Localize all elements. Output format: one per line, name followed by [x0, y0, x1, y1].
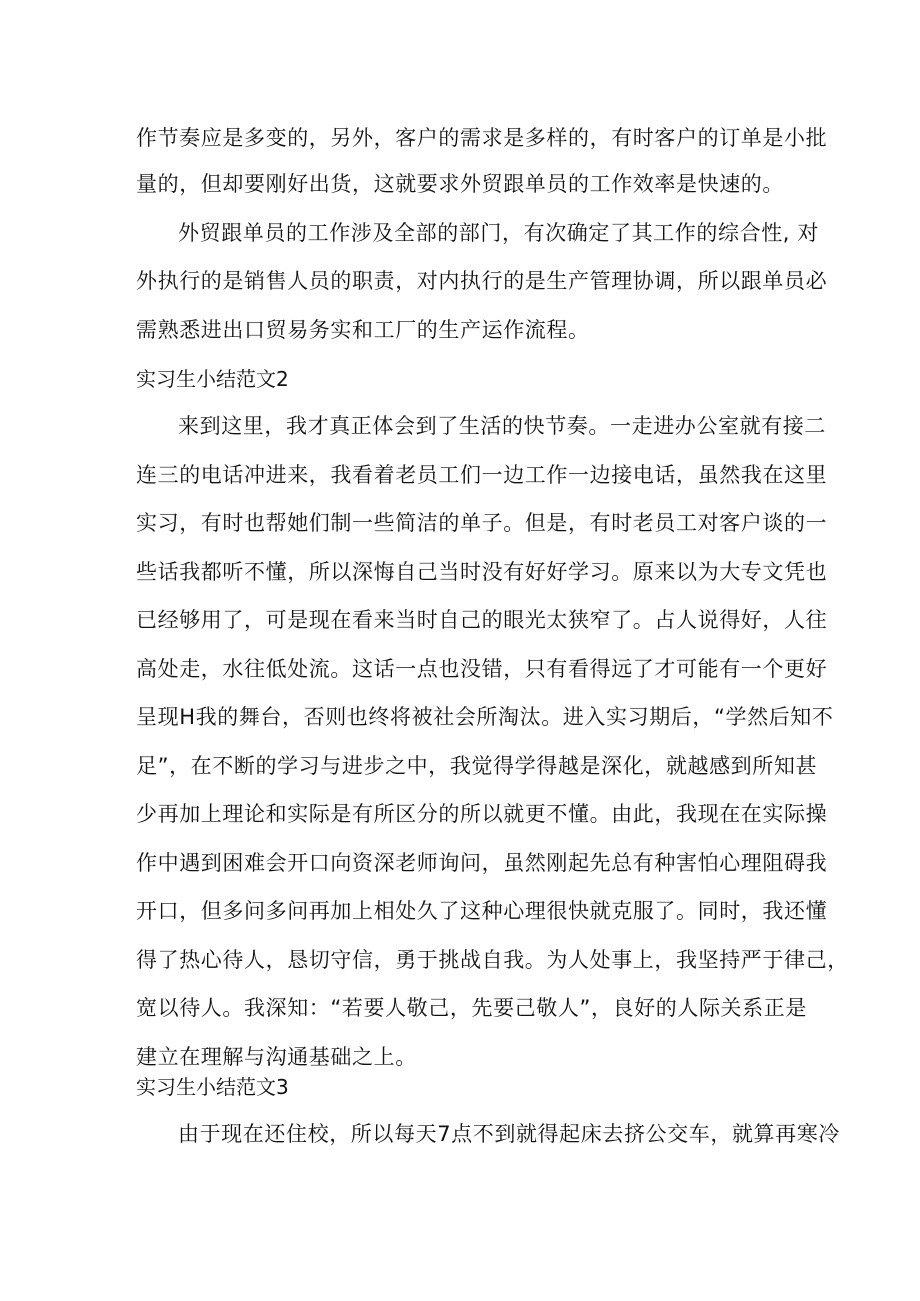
- paragraph-line: 外执行的是销售人员的职责，对内执行的是生产管理协调，所以跟单员必: [136, 269, 828, 293]
- paragraph-line: 足”，在不断的学习与进步之中，我觉得学得越是深化，就越感到所知甚: [136, 754, 818, 778]
- paragraph-line: 外贸跟单员的工作涉及全部的部门，有次确定了其工作的综合性, 对: [178, 221, 819, 245]
- paragraph-line: 呈现H我的舞台，否则也终将被社会所淘汰。进入实习期后，“学然后知不: [136, 705, 834, 729]
- paragraph-line: 建立在理解与沟通基础之上。: [136, 1045, 417, 1069]
- paragraph-line: 少再加上理论和实际是有所区分的所以就更不懂。由此，我现在在实际操: [136, 802, 828, 826]
- paragraph-line: 高处走，水往低处流。这话一点也没错，只有看得远了才可能有一个更好: [136, 657, 828, 681]
- paragraph-line: 作节奏应是多变的，另外，客户的需求是多样的，有时客户的订单是小批: [136, 126, 828, 150]
- paragraph-line: 连三的电话冲进来，我看着老员工们一边工作一边接电话，虽然我在这里: [136, 463, 828, 487]
- paragraph-line: 由于现在还住校，所以每天7点不到就得起床去挤公交车，就算再寒冷: [178, 1122, 840, 1146]
- paragraph-line: 量的，但却要刚好出货，这就要求外贸跟单员的工作效率是快速的。: [136, 172, 784, 196]
- paragraph-line: 来到这里，我才真正体会到了生活的快节奏。一走进办公室就有接二: [178, 414, 826, 438]
- paragraph-line: 实习，有时也帮她们制一些简洁的单子。但是，有时老员工对客户谈的一: [136, 511, 828, 535]
- section-heading-2: 实习生小结范文2: [136, 367, 289, 391]
- paragraph-line: 需熟悉进出口贸易务实和工厂的生产运作流程。: [136, 318, 590, 342]
- paragraph-line: 宽以待人。我深知：“若要人敬己，先要己敬人”，良好的人际关系正是: [136, 996, 807, 1020]
- paragraph-line: 已经够用了，可是现在看来当时自己的眼光太狭窄了。占人说得好，人往: [136, 608, 828, 632]
- paragraph-line: 得了热心待人，恳切守信，勇于挑战自我。为人处事上，我坚持严于律己，: [136, 948, 849, 972]
- section-heading-3: 实习生小结范文3: [136, 1075, 289, 1099]
- paragraph-line: 些话我都听不懂，所以深悔自己当时没有好好学习。原来以为大专文凭也: [136, 560, 828, 584]
- paragraph-line: 开口，但多问多问再加上相处久了这种心理很快就克服了。同时，我还懂: [136, 899, 828, 923]
- paragraph-line: 作中遇到困难会开口向资深老师询问，虽然刚起先总有种害怕心理阻碍我: [136, 851, 828, 875]
